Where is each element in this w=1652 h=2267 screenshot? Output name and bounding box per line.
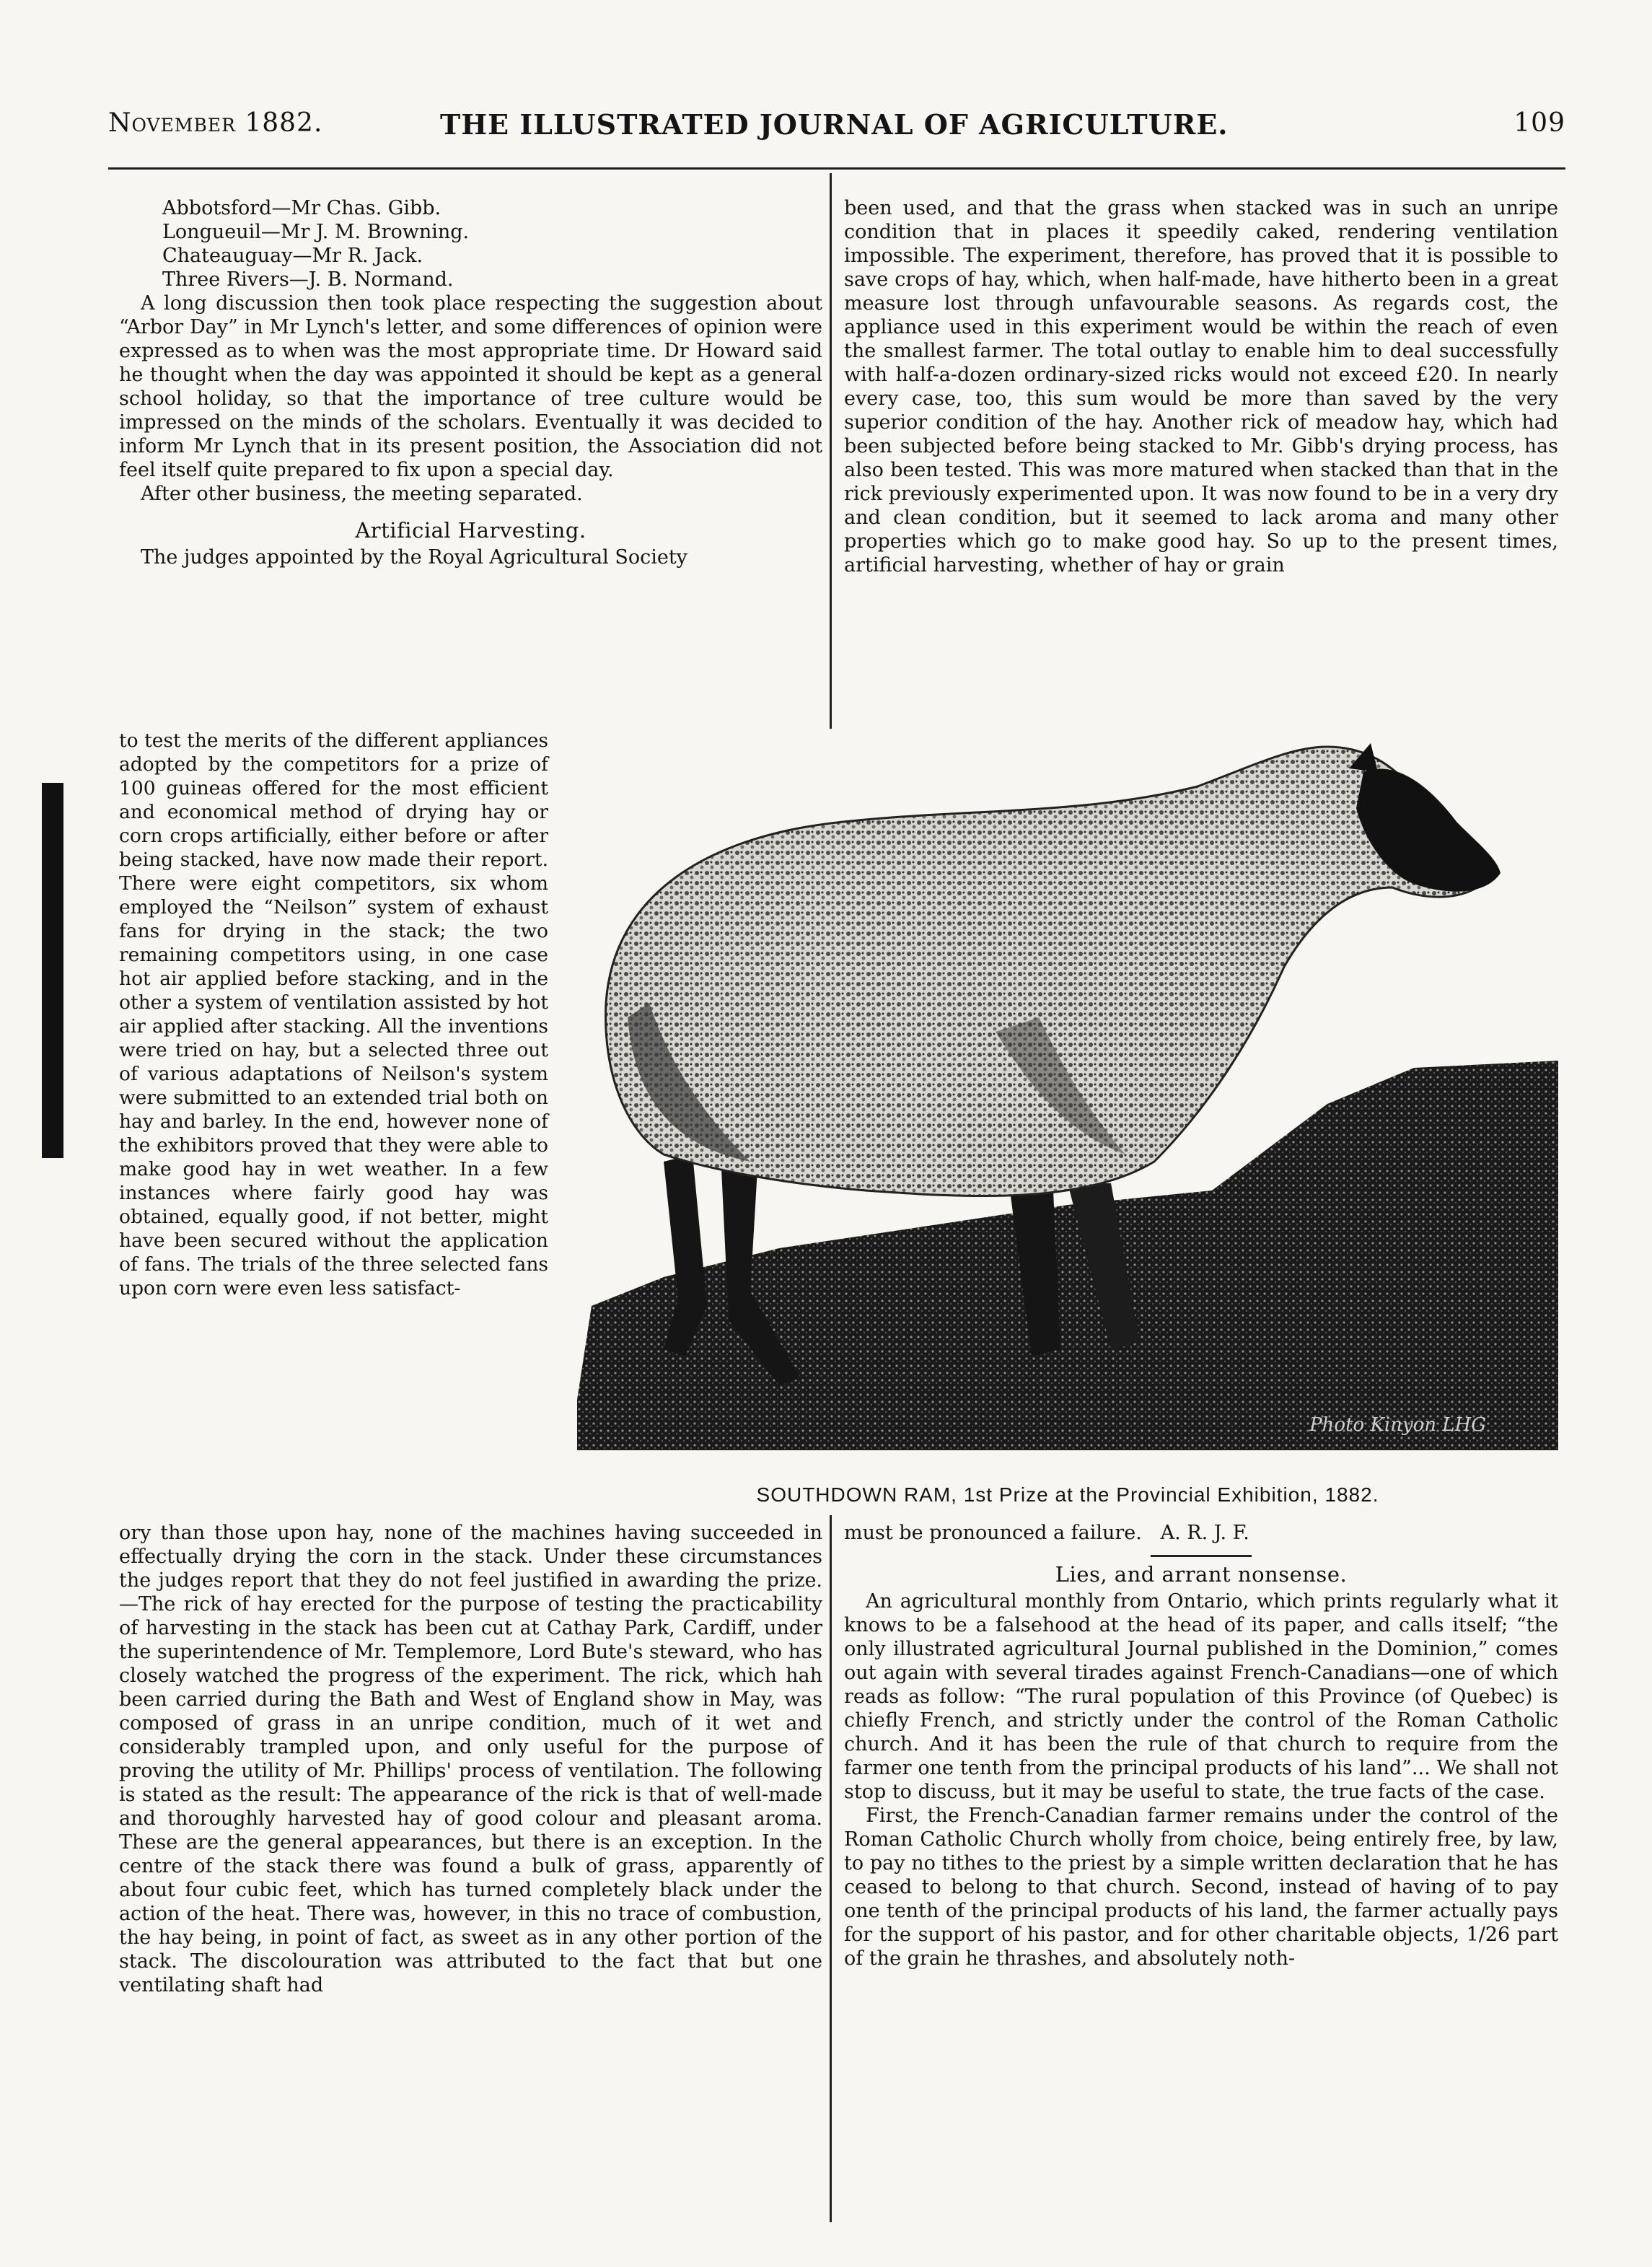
running-head	[108, 108, 1565, 152]
left-column-top	[119, 196, 822, 569]
column-divider-lower	[830, 1515, 832, 2222]
figure	[563, 729, 1573, 1486]
right-column-bottom	[844, 1521, 1558, 1970]
scan-margin-bar	[42, 783, 63, 1158]
left-column-wrap	[119, 729, 548, 1300]
section-heading: Lies, and arrant nonsense.	[1055, 1562, 1348, 1587]
page-number: 109	[1513, 108, 1565, 138]
section-heading: Artificial Harvesting.	[355, 518, 586, 543]
officer-list-item: Chateauguay—Mr R. Jack.	[162, 245, 423, 267]
officer-list-item: Abbotsford—Mr Chas. Gibb.	[162, 197, 441, 219]
figure-caption: SOUTHDOWN RAM, 1st Prize at the Provincial Exhibition, 1882.	[756, 1483, 1379, 1506]
right-column-top	[844, 196, 1558, 577]
engraver-mark: Photo Kinyon LHG	[1309, 1414, 1486, 1436]
article-conclusion	[844, 1521, 1558, 1545]
officer-list-item: Longueuil—Mr J. M. Browning.	[162, 221, 470, 243]
journal-title: THE ILLUSTRATED JOURNAL OF AGRICULTURE.	[440, 108, 1229, 141]
paragraph-lead: The judges appointed by the Royal Agricultural Society	[141, 546, 687, 569]
paragraph: A long discussion then took place respecting the suggestion about “Arbor Day” in Mr Lynch's letter, and some differences of opinion were expressed as to when was the most appropriate time. Dr Howard said he thought when the day was appointed it should be kept as a general school holiday, so that the importance of tree culture would be impressed on the minds of the scholars. Eventually it was decided to inform Mr Lynch that in its present position, the Association did not feel itself quite prepared to fix upon a special day.	[119, 292, 822, 481]
paragraph: been used, and that the grass when stacked was in such an unripe condition that in places it speedily caked, rendering ventilation impossible. The experiment, therefore, has proved that it is possible to save crops of hay, which, when half-made, have hitherto been in a great measure lost through unfavourable seasons. As regards cost, the appliance used in this experiment would be within the reach of even the smallest farmer. The total outlay to enable him to deal successfully with half-a-dozen ordinary-sized ricks would not exceed £20. In nearly every case, too, this sum would be more than saved by the very superior condition of the hay. Another rick of meadow hay, which had been subjected before being stacked to Mr. Gibb's drying process, has also been tested. This was more matured when stacked than that in the rick previously experimented upon. It was now found to be in a very dry and clean condition, but it seemed to lack aroma and many other properties which go to make good hay. So up to the present times, artificial harvesting, whether of hay or grain	[844, 197, 1558, 576]
column-divider	[830, 173, 832, 729]
section-separator	[1151, 1555, 1252, 1557]
paragraph: An agricultural monthly from Ontario, which prints regularly what it knows to be a falsehood at the head of its paper, and calls itself; “the only illustrated agricultural Journal published in the Dominion,” comes out again with several tirades against French-Canadians—one of which reads as follow: “The rural population of this Province (of Quebec) is chiefly French, and strictly under the control of the Roman Catholic church. And it has been the rule of that church to require from the farmer one tenth from the principal products of his land”... We shall not stop to discuss, but it may be useful to state, the true facts of the case.	[844, 1590, 1558, 1803]
header-rule	[108, 167, 1565, 170]
paragraph: to test the merits of the different appliances adopted by the competitors for a prize of 100 guineas offered for the most efficient and economical method of drying hay or corn crops artificially, either before or after being stacked, have now made their report. There were eight competitors, six whom employed the “Neilson” system of exhaust fans for drying in the stack; the two remaining competitors using, in one case hot air applied before stacking, and in the other a system of ventilation assisted by hot air applied after stacking. All the inventions were tried on hay, but a selected three out of various adaptations of Neilson's system were submitted to an extended trial both on hay and barley. In the end, however none of the exhibitors proved that they were able to make good hay in wet weather. In a few instances where fairly good hay was obtained, equally good, if not better, might have been secured without the application of fans. The trials of the three selected fans upon corn were even less satisfact-	[119, 729, 548, 1299]
paragraph: After other business, the meeting separated.	[141, 483, 583, 505]
southdown-ram-illustration	[563, 729, 1573, 1486]
paragraph: ory than those upon hay, none of the machines having succeeded in effectually drying the corn in the stack. Under these circumstances the judges report that they do not feel justified in awarding the prize.—The rick of hay erected for the purpose of testing the practicability of harvesting in the stack has been cut at Cathay Park, Cardiff, under the superintendence of Mr. Templemore, Lord Bute's steward, who has closely watched the progress of the experiment. The rick, which hah been carried during the Bath and West of England show in May, was composed of grass in an unripe condition, much of it wet and considerably trampled upon, and only useful for the purpose of proving the utility of Mr. Phillips' process of ventilation. The following is stated as the result: The appearance of the rick is that of well-made and thoroughly harvested hay of good colour and pleasant aroma. These are the general appearances, but there is an exception. In the centre of the stack there was found a bulk of grass, apparently of about four cubic feet, which has turned completely black under the action of the heat. There was, however, in this no trace of combustion, the hay being, in point of fact, as sweet as in any other portion of the stack. The discolouration was attributed to the fact that but one ventilating shaft had	[119, 1522, 822, 1996]
paragraph: First, the French-Canadian farmer remains under the control of the Roman Catholic Church wholly from choice, being entirely free, by law, to pay no tithes to the priest by a simple written declaration that he has ceased to belong to that church. Second, instead of having of to pay one tenth of the principal products of his land, the farmer actually pays for the support of his pastor, and for other charitable objects, 1/26 part of the grain he thrashes, and absolutely noth-	[844, 1805, 1558, 1970]
left-column-bottom	[119, 1521, 822, 1997]
issue-date: November 1882.	[108, 108, 323, 138]
author-signature: A. R. J. F.	[1160, 1522, 1249, 1544]
officer-list-item: Three Rivers—J. B. Normand.	[162, 268, 454, 291]
continuation-text: must be pronounced a failure.	[844, 1522, 1142, 1544]
